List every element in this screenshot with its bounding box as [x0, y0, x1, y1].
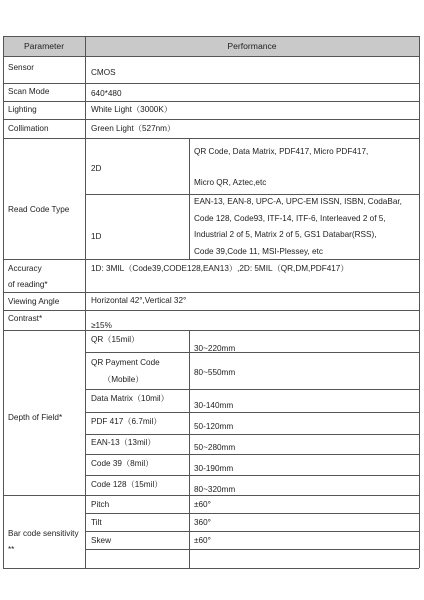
- grid-line: [85, 475, 419, 476]
- accuracy-value: 1D: 3MIL（Code39,CODE128,EAN13）,2D: 5MIL（QR,DM,PDF417）: [91, 264, 349, 273]
- dof-code: PDF 417（6.7mil）: [91, 417, 162, 426]
- grid-line: [85, 513, 419, 514]
- grid-line: [85, 434, 419, 435]
- viewing-angle-label: Viewing Angle: [8, 297, 60, 306]
- sensitivity-item: Skew: [91, 536, 112, 545]
- sensitivity-item: Tilt: [91, 518, 102, 527]
- read-code-1d-line: Code 39,Code 11, MSI-Plessey, etc: [194, 246, 323, 256]
- scan-mode-label: Scan Mode: [8, 87, 50, 96]
- dof-code-sub: （Mobile）: [103, 375, 144, 384]
- dof-range: 30-190mm: [194, 464, 234, 473]
- read-code-2d-line2: Micro QR, Aztec,etc: [194, 178, 267, 187]
- read-code-2d-line1: QR Code, Data Matrix, PDF417, Micro PDF417,: [194, 147, 369, 156]
- grid-line: [3, 310, 419, 311]
- dof-code: QR（15mil）: [91, 335, 140, 344]
- sensor-label: Sensor: [8, 63, 34, 72]
- depth-of-field-label: Depth of Field*: [8, 413, 63, 422]
- dof-code: QR Payment Code: [91, 358, 160, 367]
- grid-line: [85, 412, 419, 413]
- grid-line: [85, 36, 86, 568]
- grid-line: [3, 83, 419, 84]
- read-code-2d-label: 2D: [91, 164, 102, 173]
- sensitivity-label: Bar code sensitivity: [8, 529, 79, 538]
- grid-line: [85, 389, 419, 390]
- grid-line: [85, 549, 419, 550]
- grid-line: [3, 56, 419, 57]
- grid-line: [85, 531, 419, 532]
- viewing-angle-value: Horizontal 42°,Vertical 32°: [91, 296, 187, 305]
- grid-line: [3, 292, 419, 293]
- grid-line: [189, 330, 190, 568]
- dof-range: 30-140mm: [194, 401, 234, 410]
- read-code-1d-label: 1D: [91, 232, 102, 241]
- sensitivity-value: ±60°: [194, 536, 211, 545]
- dof-code: Code 39（8mil）: [91, 459, 154, 468]
- dof-code: Code 128（15mil）: [91, 480, 163, 489]
- dof-range: 80~320mm: [194, 485, 236, 494]
- dof-code: Data Matrix（10mil）: [91, 394, 169, 403]
- sensitivity-label-note: **: [8, 545, 15, 554]
- read-code-1d-line: EAN-13, EAN-8, UPC-A, UPC-EM ISSN, ISBN, CodaBar,: [194, 197, 402, 206]
- dof-code: EAN-13（13mil）: [91, 438, 156, 447]
- spec-table: [3, 36, 419, 568]
- grid-line: [3, 568, 419, 569]
- header-performance: Performance: [85, 36, 419, 56]
- sensitivity-item: Pitch: [91, 500, 110, 509]
- sensor-value: CMOS: [91, 68, 116, 77]
- grid-line: [3, 101, 419, 102]
- grid-line: [3, 495, 419, 496]
- dof-range: 30~220mm: [194, 344, 236, 353]
- read-code-1d-line: Code 128, Code93, ITF-14, ITF-6, Interleaved 2 of 5,: [194, 213, 386, 223]
- read-code-type-label: Read Code Type: [8, 205, 70, 214]
- accuracy-label-line1: Accuracy: [8, 264, 42, 273]
- header-parameter: Parameter: [3, 36, 85, 56]
- grid-line: [3, 36, 4, 568]
- grid-line: [3, 119, 419, 120]
- collimation-value: Green Light（527nm）: [91, 124, 176, 133]
- grid-line: [3, 138, 419, 139]
- grid-line: [3, 36, 419, 37]
- dof-range: 50-120mm: [194, 422, 234, 431]
- dof-range: 50~280mm: [194, 443, 236, 452]
- grid-line: [85, 352, 419, 353]
- scan-mode-value: 640*480: [91, 89, 122, 98]
- grid-line: [189, 138, 190, 259]
- grid-line: [85, 454, 419, 455]
- grid-line: [419, 36, 420, 568]
- grid-line: [3, 330, 419, 331]
- collimation-label: Collimation: [8, 124, 49, 133]
- read-code-1d-list: [194, 194, 414, 260]
- lighting-value: White Light（3000K）: [91, 105, 173, 114]
- accuracy-label-line2: of reading*: [8, 280, 48, 289]
- lighting-label: Lighting: [8, 105, 37, 114]
- read-code-1d-line: Industrial 2 of 5, Matrix 2 of 5, GS1 Databar(RSS),: [194, 230, 377, 239]
- dof-range: 80~550mm: [194, 368, 236, 377]
- sensitivity-value: ±60°: [194, 500, 211, 509]
- contrast-label: Contrast*: [8, 314, 43, 323]
- sensitivity-value: 360°: [194, 518, 211, 527]
- contrast-value: ≥15%: [91, 321, 112, 330]
